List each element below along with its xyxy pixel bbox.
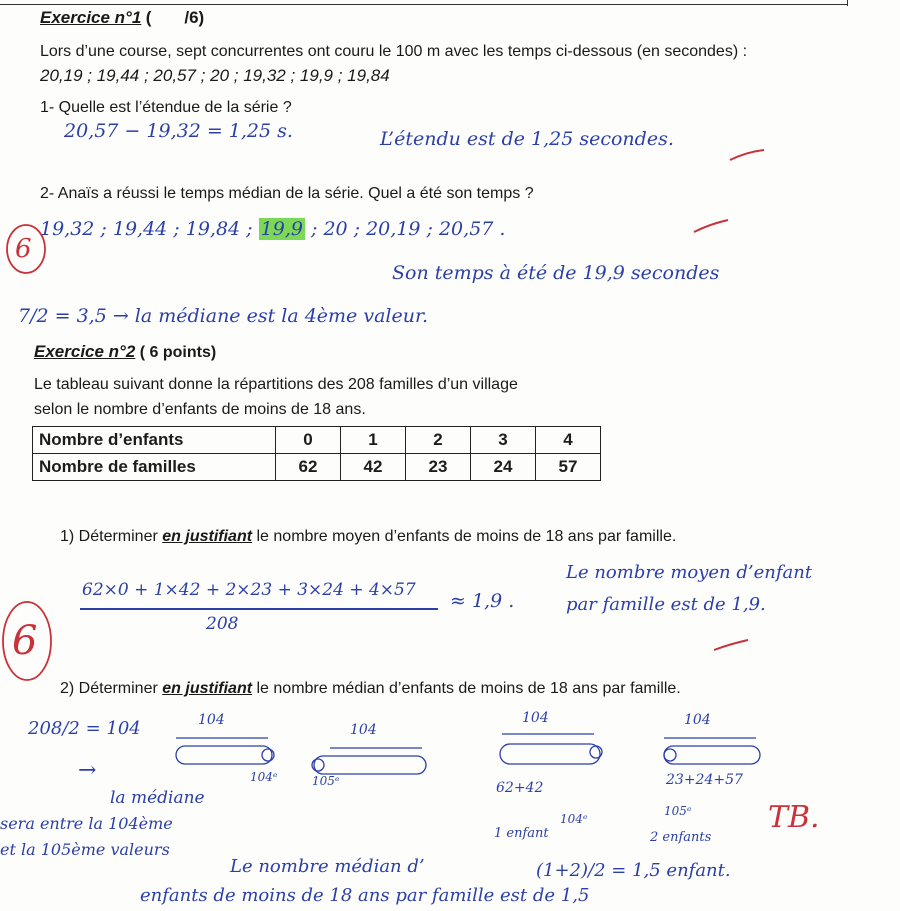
ex2-question-2	[60, 680, 681, 698]
table-cell: 23	[406, 454, 471, 481]
teacher-comment: TB.	[768, 800, 820, 835]
ex2-intro-line-2: selon le nombre d’enfants de moins de 18 ans.	[34, 401, 366, 418]
mean-denominator: 208	[206, 614, 239, 634]
mean-result: ≈ 1,9 .	[450, 590, 515, 612]
exercise-2-title: Exercice n°2	[34, 342, 136, 361]
sketch-1-enfant: 1 enfant	[494, 826, 549, 841]
ex1-q1-answer: L’étendu est de 1,25 secondes.	[380, 128, 674, 150]
mean-answer-line-1: Le nombre moyen d’enfant	[566, 562, 813, 583]
median-text-1: la médiane	[110, 788, 205, 808]
median-highlight: 19,9	[260, 218, 303, 240]
q2-suffix: le nombre médian d’enfants de moins de 18 ans par famille.	[256, 680, 681, 697]
sketch-label: 105ᵉ	[312, 774, 340, 788]
median-conclusion-2: enfants de moins de 18 ans par famille est de 1,5	[140, 885, 590, 906]
ex1-question-1: 1- Quelle est l’étendue de la série ?	[40, 99, 292, 116]
table-cell: 42	[341, 454, 406, 481]
sketch-label: 104ᵉ	[250, 770, 278, 784]
grade-1: 6	[15, 234, 32, 264]
mean-numerator: 62×0 + 1×42 + 2×23 + 3×24 + 4×57	[82, 580, 416, 600]
ex1-q2-sorted-list	[40, 218, 505, 240]
sorted-part-b: ; 20 ; 20,19 ; 20,57 .	[311, 218, 506, 240]
sketch-sum-1: 62+42	[496, 780, 544, 796]
median-conclusion-1: Le nombre médian d’	[230, 856, 425, 877]
table-cell: 2	[406, 427, 471, 454]
exercise-1-title: Exercice n°1	[40, 8, 142, 27]
row-label-families: Nombre de familles	[33, 454, 276, 481]
table-cell: 62	[276, 454, 341, 481]
exercise-1-header	[40, 8, 204, 28]
score-close: /6)	[184, 8, 205, 27]
sketch-label: 105ᵉ	[664, 804, 692, 818]
q1-emphasis: en justifiant	[162, 528, 253, 545]
median-fraction: 208/2 = 104	[28, 718, 141, 739]
exercise-1-intro: Lors d’une course, sept concurrentes ont couru le 100 m avec les temps ci-dessous (en secondes) :	[40, 43, 748, 60]
median-text-2: sera entre la 104ème	[0, 814, 173, 833]
families-table	[32, 426, 601, 481]
ex2-intro-line-1: Le tableau suivant donne la répartitions des 208 familles d’un village	[34, 376, 518, 393]
sketch-diagram	[494, 724, 612, 770]
ex1-q2-answer: Son temps à été de 19,9 secondes	[392, 262, 720, 284]
q2-emphasis: en justifiant	[162, 680, 253, 697]
table-cell: 4	[536, 427, 601, 454]
right-edge	[847, 0, 848, 6]
median-calc: (1+2)/2 = 1,5 enfant.	[536, 860, 731, 881]
ex2-question-1	[60, 528, 676, 546]
arrow: →	[78, 758, 97, 783]
table-cell: 0	[276, 427, 341, 454]
ex1-question-2: 2- Anaïs a réussi le temps médian de la série. Quel a été son temps ?	[40, 185, 534, 202]
sketch-2-enfants: 2 enfants	[650, 830, 712, 845]
times-list: 20,19 ; 19,44 ; 20,57 ; 20 ; 19,32 ; 19,9 ; 19,84	[40, 66, 390, 85]
check-mark-3	[712, 638, 752, 654]
ex1-q2-median-note: 7/2 = 3,5 → la médiane est la 4ème valeur.	[18, 305, 428, 327]
check-mark-1	[728, 148, 768, 164]
q1-prefix: 1) Déterminer	[60, 528, 158, 545]
grade-2: 6	[12, 618, 38, 664]
sorted-part-a: 19,32 ; 19,44 ; 19,84 ;	[40, 218, 253, 240]
exercise-2-header	[34, 342, 216, 362]
check-mark-2	[692, 218, 732, 236]
top-rule	[0, 4, 848, 5]
sketch-label: 104	[522, 710, 549, 726]
median-text-3: et la 105ème valeurs	[0, 840, 170, 859]
table-cell: 3	[471, 427, 536, 454]
sketch-diagram	[656, 728, 774, 772]
table-cell: 24	[471, 454, 536, 481]
score-open: (	[145, 8, 152, 27]
ex1-q1-calculation: 20,57 − 19,32 = 1,25 s.	[64, 120, 293, 142]
sketch-label: 104ᵉ	[560, 812, 588, 826]
sketch-diagram	[168, 728, 286, 772]
table-row-children	[33, 427, 601, 454]
sketch-label: 104	[684, 712, 711, 728]
table-cell: 57	[536, 454, 601, 481]
q2-prefix: 2) Déterminer	[60, 680, 158, 697]
sketch-label: 104	[198, 712, 225, 728]
table-row-families	[33, 454, 601, 481]
sketch-sum-2: 23+24+57	[666, 772, 743, 788]
mean-answer-line-2: par famille est de 1,9.	[566, 594, 766, 615]
table-cell: 1	[341, 427, 406, 454]
q1-suffix: le nombre moyen d’enfants de moins de 18 ans par famille.	[256, 528, 677, 545]
sketch-label: 104	[350, 722, 377, 738]
exercise-2-points: ( 6 points)	[139, 344, 217, 361]
fraction-bar	[80, 608, 438, 610]
row-label-children: Nombre d’enfants	[33, 427, 276, 454]
